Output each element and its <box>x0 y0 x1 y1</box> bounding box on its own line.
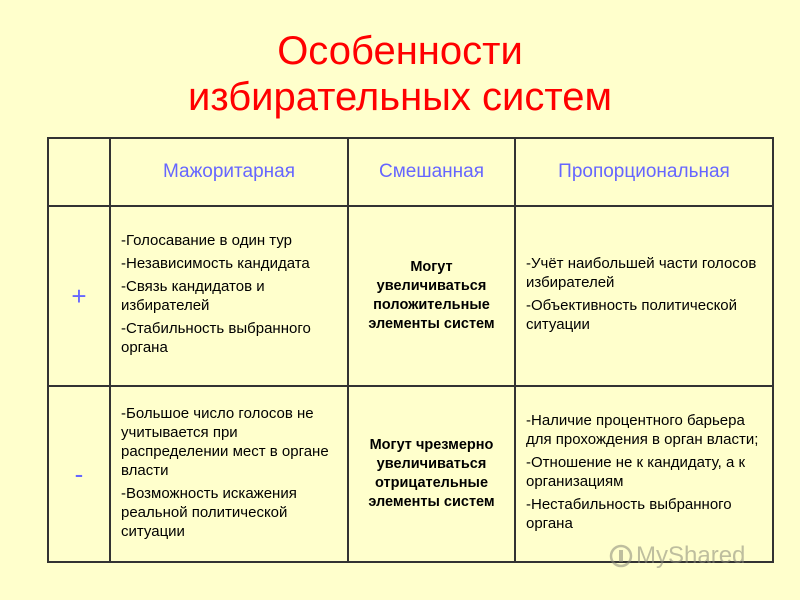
cell-mixed-pros <box>348 206 515 386</box>
list-item: -Учёт наибольшей части голосов избирателей <box>526 255 757 291</box>
list-item: -Наличие процентного барьера для прохождения в орган власти; <box>526 412 759 448</box>
list-item: -Большое число голосов не учитывается при распределении мест в органе власти <box>121 404 329 479</box>
list-item: Могут увеличиваться положительные элементы систем <box>368 259 495 332</box>
list-item: увеличиваться отрицательные элементы систем <box>368 456 495 510</box>
list-item: -Объективность политической ситуации <box>526 297 738 333</box>
title-line-2: избирательных систем <box>188 75 612 119</box>
header-majoritarian: Мажоритарная <box>110 138 348 206</box>
comparison-table <box>47 137 774 563</box>
cell-majoritarian-pros <box>110 206 348 386</box>
cell-mixed-cons <box>348 386 515 562</box>
header-row <box>48 138 773 206</box>
row-pros <box>48 206 773 386</box>
cell-majoritarian-cons <box>110 386 348 562</box>
plus-sign: + <box>48 206 110 386</box>
title-line-1: Особенности <box>277 29 523 73</box>
page-title <box>0 28 800 120</box>
row-cons <box>48 386 773 562</box>
watermark-text: MyShared <box>636 542 746 569</box>
list-item: -Голосавание в один тур <box>121 232 292 249</box>
header-mixed: Смешанная <box>348 138 515 206</box>
list-item: -Стабильность выбранного органа <box>121 320 311 356</box>
cell-proportional-pros <box>515 206 773 386</box>
list-item: -Возможность искажения реальной политической ситуации <box>121 484 297 540</box>
header-proportional: Пропорциональная <box>515 138 773 206</box>
list-item: -Отношение не к кандидату, а к организациям <box>526 454 746 490</box>
header-corner <box>48 138 110 206</box>
cell-proportional-cons <box>515 386 773 562</box>
watermark-icon <box>608 543 634 569</box>
list-item: -Независимость кандидата <box>121 255 310 272</box>
watermark <box>608 540 768 572</box>
minus-sign: - <box>48 386 110 562</box>
list-item: Могут чрезмерно <box>369 437 494 453</box>
list-item: -Нестабильность выбранного органа <box>526 496 732 532</box>
list-item: -Связь кандидатов и избирателей <box>121 278 265 314</box>
